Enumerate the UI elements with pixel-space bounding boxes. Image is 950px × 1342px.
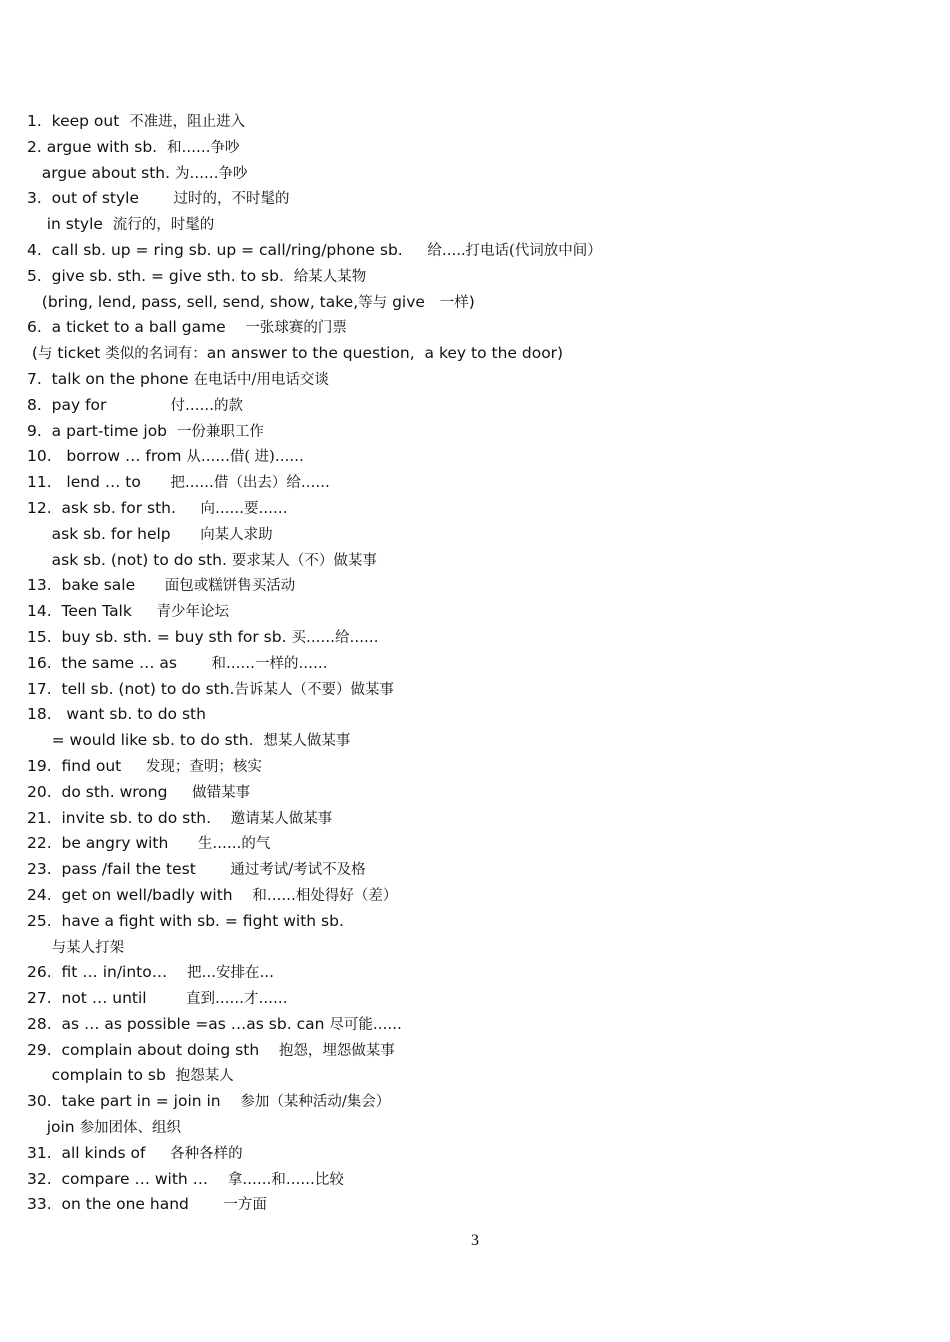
chinese-meaning: 尽可能…… (329, 1016, 402, 1033)
english-phrase (27, 938, 52, 956)
phrase-line (0, 728, 950, 754)
phrase-line (0, 548, 950, 574)
chinese-meaning: 发现；查明；核实 (145, 758, 262, 775)
english-phrase: 5. give sb. sth. = give sth. to sb. (27, 266, 294, 285)
phrase-line (0, 1012, 950, 1038)
chinese-meaning: 买……给…… (291, 629, 379, 646)
english-phrase: 13. bake sale (27, 576, 165, 595)
chinese-meaning: 给某人某物 (293, 268, 367, 285)
chinese-meaning: 一张球赛的门票 (245, 320, 347, 337)
english-phrase: 31. all kinds of (27, 1143, 171, 1162)
phrase-line (0, 935, 950, 961)
english-phrase: 10. borrow … from (27, 447, 187, 466)
chinese-meaning: 直到……才…… (186, 991, 288, 1008)
phrase-line (0, 161, 950, 187)
document-body (0, 109, 950, 1218)
chinese-meaning: 等与 (358, 294, 388, 311)
english-phrase: 18. want sb. to do sth (27, 705, 206, 724)
english-phrase: 23. pass /fail the test (27, 860, 231, 879)
chinese-meaning: 和……一样的…… (211, 655, 328, 672)
chinese-meaning: 做错某事 (192, 784, 251, 801)
phrase-line (0, 341, 950, 367)
chinese-meaning: 付……的款 (170, 397, 243, 414)
english-phrase: = would like sb. to do sth. (27, 731, 264, 750)
phrase-line (0, 651, 950, 677)
english-phrase: complain to sb (27, 1066, 176, 1085)
phrase-line (0, 470, 950, 496)
phrase-line (0, 677, 950, 703)
chinese-meaning: 一样 (439, 294, 469, 311)
chinese-meaning: 抱怨某人 (175, 1068, 234, 1085)
phrase-line (0, 857, 950, 883)
chinese-meaning: 过时的，不时髦的 (173, 191, 290, 208)
chinese-meaning: 生……的气 (197, 836, 271, 853)
phrase-line (0, 444, 950, 470)
phrase-line (0, 290, 950, 316)
chinese-meaning: 和……相处得好（差） (252, 887, 398, 904)
phrase-line (0, 1141, 950, 1167)
chinese-meaning: 拿……和……比较 (227, 1171, 344, 1188)
phrase-line (0, 960, 950, 986)
english-phrase: 15. buy sb. sth. = buy sth for sb. (27, 627, 292, 646)
phrase-line (0, 496, 950, 522)
chinese-meaning: 不准进，阻止进入 (129, 114, 246, 130)
english-phrase: in style (27, 215, 113, 234)
phrase-line (0, 1115, 950, 1141)
english-phrase: 22. be angry with (27, 834, 198, 853)
english-phrase: 33. on the one hand (27, 1195, 224, 1214)
chinese-meaning: 一方面 (223, 1197, 267, 1214)
english-phrase: 17. tell sb. (not) to do sth. (27, 679, 235, 698)
chinese-meaning: 类似的名词有： (105, 346, 207, 363)
phrase-line (0, 806, 950, 832)
english-phrase: 1. keep out (27, 112, 130, 130)
english-phrase: 3. out of style (27, 189, 174, 208)
phrase-line (0, 702, 950, 728)
english-phrase: 26. fit … in/into… (27, 963, 187, 982)
phrase-line (0, 599, 950, 625)
english-phrase: 12. ask sb. for sth. (27, 498, 201, 517)
chinese-meaning: 青少年论坛 (156, 604, 229, 621)
phrase-line (0, 367, 950, 393)
chinese-meaning: 通过考试/考试不及格 (230, 862, 366, 879)
phrase-line (0, 625, 950, 651)
english-phrase: give (387, 292, 440, 311)
chinese-meaning: 向……要…… (200, 500, 288, 517)
english-phrase: 8. pay for (27, 395, 171, 414)
english-phrase: 14. Teen Talk (27, 602, 157, 621)
english-phrase: 27. not … until (27, 989, 186, 1008)
english-phrase: 32. compare … with … (27, 1169, 228, 1188)
phrase-line (0, 754, 950, 780)
phrase-line (0, 1192, 950, 1218)
english-phrase: ask sb. (not) to do sth. (27, 550, 232, 569)
chinese-meaning: 和……争吵 (166, 139, 240, 156)
english-phrase: 28. as … as possible =as …as sb. can (27, 1014, 330, 1033)
phrase-line (0, 315, 950, 341)
chinese-meaning: 一份兼职工作 (176, 423, 264, 440)
phrase-line (0, 135, 950, 161)
phrase-line (0, 780, 950, 806)
phrase-line (0, 1167, 950, 1193)
phrase-line (0, 109, 950, 135)
english-phrase: 21. invite sb. to do sth. (27, 808, 231, 827)
chinese-meaning: 参加团体、组织 (79, 1120, 182, 1137)
english-phrase: 20. do sth. wrong (27, 782, 193, 801)
english-phrase: ( (27, 344, 38, 363)
chinese-meaning: 从……借( 进)…… (186, 449, 304, 466)
page-number: 3 (471, 1232, 479, 1249)
chinese-meaning: 参加（某种活动/集会） (240, 1094, 391, 1111)
chinese-meaning: 要求某人（不）做某事 (231, 552, 377, 569)
chinese-meaning: 邀请某人做某事 (230, 810, 333, 827)
chinese-meaning: 告诉某人（不要）做某事 (234, 681, 394, 698)
english-phrase: 4. call sb. up = ring sb. up = call/ring/phone sb. (27, 240, 428, 259)
english-phrase: argue about sth. (27, 163, 175, 182)
english-phrase: ) (468, 292, 475, 311)
chinese-meaning: 向某人求助 (200, 526, 273, 543)
chinese-meaning: 给…..打电话(代词放中间） (427, 242, 602, 259)
english-phrase: 9. a part-time job (27, 421, 177, 440)
phrase-line (0, 986, 950, 1012)
chinese-meaning: 想某人做某事 (263, 733, 351, 750)
phrase-line (0, 1038, 950, 1064)
english-phrase: an answer to the question, a key to the door) (206, 344, 564, 363)
phrase-line (0, 238, 950, 264)
english-phrase: (bring, lend, pass, sell, send, show, take, (27, 292, 359, 311)
phrase-line (0, 909, 950, 935)
english-phrase: 25. have a fight with sb. = fight with sb. (27, 911, 344, 930)
english-phrase: ask sb. for help (27, 524, 201, 543)
english-phrase: 7. talk on the phone (27, 369, 194, 388)
english-phrase: 30. take part in = join in (27, 1092, 241, 1111)
chinese-meaning: 把……借（出去）给…… (170, 475, 330, 492)
english-phrase: ticket (52, 344, 106, 363)
chinese-meaning: 流行的，时髦的 (112, 217, 215, 234)
chinese-meaning: 与 (37, 346, 53, 363)
phrase-line (0, 831, 950, 857)
phrase-line (0, 1063, 950, 1089)
phrase-line (0, 186, 950, 212)
phrase-line (0, 264, 950, 290)
english-phrase: 2. argue with sb. (27, 137, 167, 156)
phrase-line (0, 419, 950, 445)
phrase-line (0, 1089, 950, 1115)
chinese-meaning: 与某人打架 (51, 939, 125, 956)
chinese-meaning: 把…安排在… (186, 965, 274, 982)
chinese-meaning: 面包或糕饼售买活动 (164, 578, 296, 595)
phrase-line (0, 573, 950, 599)
english-phrase: 6. a ticket to a ball game (27, 318, 246, 337)
english-phrase: 16. the same … as (27, 653, 212, 672)
chinese-meaning: 各种各样的 (170, 1145, 243, 1162)
chinese-meaning: 抱怨，埋怨做某事 (278, 1042, 395, 1059)
phrase-line (0, 883, 950, 909)
chinese-meaning: 为……争吵 (174, 165, 248, 182)
phrase-line (0, 522, 950, 548)
english-phrase: 11. lend … to (27, 473, 171, 492)
chinese-meaning: 在电话中/用电话交谈 (193, 371, 329, 388)
phrase-line (0, 393, 950, 419)
english-phrase: join (27, 1118, 80, 1137)
english-phrase: 29. complain about doing sth (27, 1040, 279, 1059)
english-phrase: 19. find out (27, 756, 146, 775)
english-phrase: 24. get on well/badly with (27, 885, 253, 904)
phrase-line (0, 212, 950, 238)
